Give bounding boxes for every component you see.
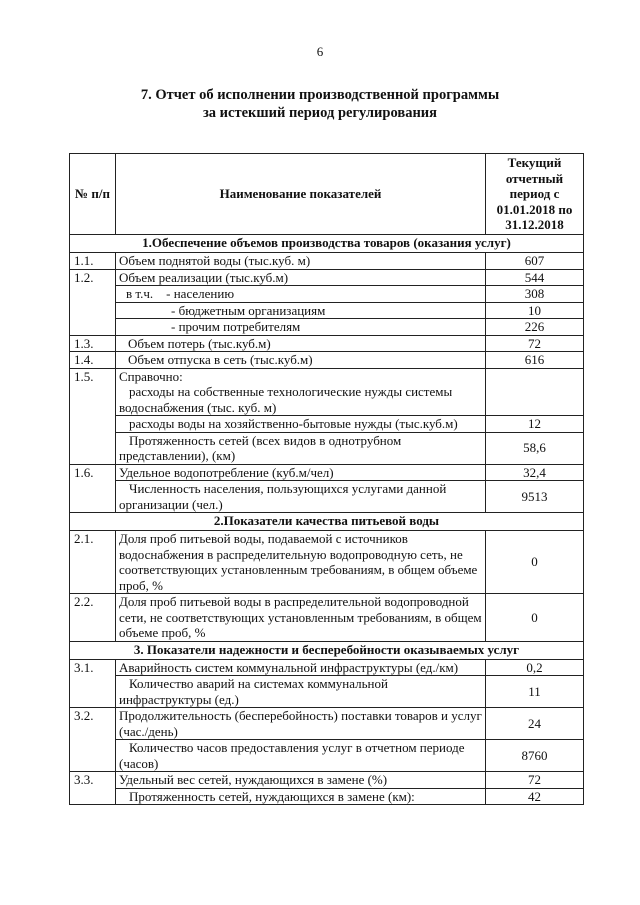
row-num: 3.1. — [70, 659, 116, 676]
row-name: Объем реализации (тыс.куб.м) — [116, 269, 486, 286]
section-row — [70, 235, 584, 253]
table-row — [70, 594, 584, 642]
row-value: 58,6 — [486, 432, 584, 464]
table-row — [70, 416, 584, 433]
row-value: 12 — [486, 416, 584, 433]
document-title — [0, 86, 640, 122]
table-row — [70, 788, 584, 805]
row-value: 8760 — [486, 740, 584, 772]
row-name: Объем отпуска в сеть (тыс.куб.м) — [116, 352, 486, 369]
title-line-2: за истекший период регулирования — [202, 105, 438, 121]
row-num-empty — [70, 788, 116, 805]
row-num: 1.4. — [70, 352, 116, 369]
table-header-row — [70, 154, 584, 235]
row-value: 72 — [486, 335, 584, 352]
row-name — [116, 368, 486, 416]
row-num: 2.1. — [70, 531, 116, 594]
row-prefix: в т.ч. — [126, 286, 154, 301]
table-row — [70, 740, 584, 772]
row-value: 24 — [486, 708, 584, 740]
section-row — [70, 641, 584, 659]
row-value: 607 — [486, 253, 584, 270]
section-title: 1.Обеспечение объемов производства товаров (оказания услуг) — [70, 235, 584, 253]
section-row — [70, 513, 584, 531]
row-num: 1.2. — [70, 269, 116, 286]
row-num-empty — [70, 416, 116, 433]
row-name: Объем потерь (тыс.куб.м) — [116, 335, 486, 352]
table-row — [70, 481, 584, 513]
row-value: 32,4 — [486, 464, 584, 481]
row-name: Протяженность сетей, нуждающихся в замене (км): — [116, 788, 486, 805]
row-name: Продолжительность (бесперебойность) поставки товаров и услуг (час./день) — [116, 708, 486, 740]
row-name — [116, 286, 486, 303]
row-value: 616 — [486, 352, 584, 369]
row-num-empty — [70, 302, 116, 319]
row-name: - прочим потребителям — [116, 319, 486, 336]
page-number: 6 — [316, 44, 324, 59]
row-num: 2.2. — [70, 594, 116, 642]
row-value: 0,2 — [486, 659, 584, 676]
row-name: Доля проб питьевой воды в распределительной водопроводной сети, не соответствующих установленным требованиям, в общем объеме проб, % — [116, 594, 486, 642]
row-name: Количество часов предоставления услуг в отчетном периоде (часов) — [116, 740, 486, 772]
row-value — [486, 368, 584, 416]
row-head: Справочно: — [119, 368, 183, 384]
row-value: 308 — [486, 286, 584, 303]
row-value: 42 — [486, 788, 584, 805]
row-num-empty — [70, 676, 116, 708]
table-row — [70, 708, 584, 740]
row-name: Количество аварий на системах коммунальной инфраструктуры (ед.) — [116, 676, 486, 708]
row-value: 72 — [486, 772, 584, 789]
table-row — [70, 432, 584, 464]
row-name: Численность населения, пользующихся услугами данной организации (чел.) — [116, 481, 486, 513]
row-num: 1.5. — [70, 368, 116, 416]
row-num: 3.3. — [70, 772, 116, 789]
row-name: расходы воды на хозяйственно-бытовые нужды (тыс.куб.м) — [116, 416, 486, 433]
row-value: 226 — [486, 319, 584, 336]
row-name: Аварийность систем коммунальной инфраструктуры (ед./км) — [116, 659, 486, 676]
row-value: 0 — [486, 531, 584, 594]
header-period: Текущий отчетный период с 01.01.2018 по 31.12.2018 — [486, 154, 584, 235]
row-num: 3.2. — [70, 708, 116, 740]
row-num: 1.1. — [70, 253, 116, 270]
row-num: 1.3. — [70, 335, 116, 352]
row-num: 1.6. — [70, 464, 116, 481]
table-row — [70, 352, 584, 369]
row-name: Удельный вес сетей, нуждающихся в замене (%) — [116, 772, 486, 789]
row-value: 0 — [486, 594, 584, 642]
table-row — [70, 253, 584, 270]
table-row — [70, 464, 584, 481]
section-title: 2.Показатели качества питьевой воды — [70, 513, 584, 531]
table-row — [70, 269, 584, 286]
header-num: № п/п — [70, 154, 116, 235]
table-row — [70, 368, 584, 416]
row-name: Доля проб питьевой воды, подаваемой с источников водоснабжения в распределительную водопроводную сеть, не соответствующих установленным требованиям, в общем объеме проб, % — [116, 531, 486, 594]
row-num-empty — [70, 286, 116, 303]
table-row — [70, 676, 584, 708]
table-row — [70, 531, 584, 594]
table-row — [70, 335, 584, 352]
header-name: Наименование показателей — [116, 154, 486, 235]
row-num-empty — [70, 319, 116, 336]
row-value: 11 — [486, 676, 584, 708]
table-row — [70, 319, 584, 336]
table-row — [70, 302, 584, 319]
row-name: Удельное водопотребление (куб.м/чел) — [116, 464, 486, 481]
table-row — [70, 772, 584, 789]
row-num-empty — [70, 740, 116, 772]
table-row — [70, 659, 584, 676]
row-subname: - населению — [166, 286, 235, 301]
row-value: 9513 — [486, 481, 584, 513]
row-num-empty — [70, 481, 116, 513]
section-title: 3. Показатели надежности и бесперебойности оказываемых услуг — [70, 641, 584, 659]
report-table — [69, 153, 584, 805]
row-name: Протяженность сетей (всех видов в однотрубном представлении), (км) — [116, 432, 486, 464]
title-line-1: 7. Отчет об исполнении производственной программы — [140, 87, 500, 103]
row-name: Объем поднятой воды (тыс.куб. м) — [116, 253, 486, 270]
row-value: 544 — [486, 269, 584, 286]
row-num-empty — [70, 432, 116, 464]
table-row — [70, 286, 584, 303]
row-value: 10 — [486, 302, 584, 319]
row-name: - бюджетным организациям — [116, 302, 486, 319]
row-subname: расходы на собственные технологические нужды системы водоснабжения (тыс. куб. м) — [119, 384, 453, 415]
